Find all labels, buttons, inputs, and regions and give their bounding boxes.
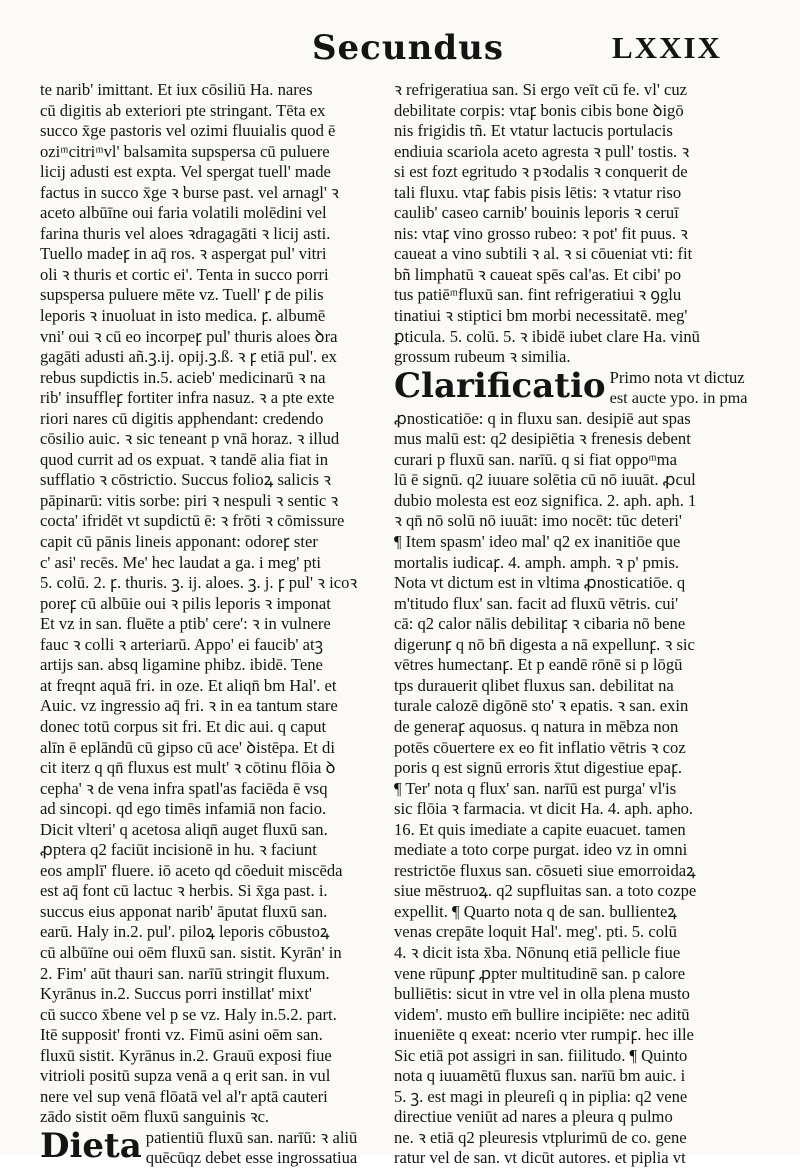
right-column-line: mediate a toto corpe purgat. ideo vz in omni xyxy=(394,840,688,860)
right-column-line: ratur vel de san. vt dicūt autores. et piplia vt xyxy=(394,1148,686,1168)
right-column-line: restrictōe fluxus san. cōsueti siue emorroidaꝝ xyxy=(394,860,696,880)
left-column-line: oli ꝛ thuris et cortic ei'. Tenta in succo porri xyxy=(40,264,329,284)
left-column-line: earū. Haly in.2. pul'. piloꝝ leporis cōbustoꝝ xyxy=(40,922,330,942)
left-column-line: Auic. vz ingressio aq̄ fri. ꝛ in ea tantum stare xyxy=(40,696,338,716)
right-column-line: directiue veniūt ad nares a pleura q pulmo xyxy=(394,1107,673,1127)
right-column-line: venas crepāte loquit Hal'. meg'. pti. 5. colū xyxy=(394,922,677,942)
right-column-line: ꝓnosticatiōe: q in fluxu san. desipiē aut spas xyxy=(394,408,691,428)
left-column-line: vitrioli positū supza venā a q erit san. in vul xyxy=(40,1066,331,1086)
left-column-line: nere vel sup venā flōatā vel al'r aptā cauteri xyxy=(40,1086,328,1106)
left-column-line: supspersa puluere mēte vz. Tuell' ꝼ de pilis xyxy=(40,285,324,305)
right-column-line: de generaꝼ aquosus. q natura in mēbza non xyxy=(394,716,679,736)
running-head: Secundus xyxy=(312,28,504,68)
left-column-line: fluxū sistit. Kyrānus in.2. Grauū exposi fiue xyxy=(40,1045,332,1065)
left-column-line: licij adusti est expta. Vel spergat tuell' made xyxy=(40,162,331,182)
left-column-line: zādo sistit oēm fluxū sanguinis ꝛc. xyxy=(40,1107,270,1127)
right-column-line: tinatiui ꝛ stiptici bm morbi necessitatē. meg' xyxy=(394,306,688,326)
right-column-line: dubio molesta est eoz significa. 2. aph. aph. 1 xyxy=(394,490,697,510)
left-column-line: Dicit vlteri' q acetosa aliqn̄ auget fluxū san. xyxy=(40,819,328,839)
right-column-line: ne. ꝛ etiā q2 pleuresis vtplurimū de co. gene xyxy=(394,1127,687,1147)
dieta-heading-line: patientiū fluxū san. narīū: ꝛ aliū xyxy=(145,1127,358,1147)
left-column-line: artijs san. absq ligamine phibz. ibidē. Tene xyxy=(40,655,323,675)
right-column-line: nis: vtaꝼ vino grosso rubeo: ꝛ pot' fit puus. ꝛ xyxy=(394,223,688,243)
right-column-line: lū ē signū. q2 iuuare solētia cū nō iuuāt. ꝓcul xyxy=(394,470,696,490)
left-column-line: gagāti adusti añ.ꝫ.ij. opij.ꝫ.ß. ꝛ ꝼ etiā pul'. ex xyxy=(40,347,337,367)
right-column-line: Nota vt dictum est in vltima ꝓnosticatiōe. q xyxy=(394,573,686,593)
right-column-line: digerunꝼ q nō bn̄ digesta a nā expellunꝼ. ꝛ sic xyxy=(394,634,695,654)
left-column-line: fauc ꝛ colli ꝛ arteriarū. Appo' ei faucib' atꝫ xyxy=(40,634,324,654)
left-column-line: rib' insuffleꝼ fortiter infra nasuz. ꝛ a pte exte xyxy=(40,388,335,408)
right-column-line: inueniēte q exeat: ncerio vter rumpiꝼ. hec ille xyxy=(394,1025,694,1045)
right-column-line: ꝑticula. 5. colū. 5. ꝛ ibidē iubet clare Ha. vinū xyxy=(394,326,700,346)
right-column-line: mus malū est: q2 desipiētia ꝛ frenesis debent xyxy=(394,429,691,449)
left-column-line: Kyrānus in.2. Succus porri instillat' mixt' xyxy=(40,984,312,1004)
right-column-line: 5. ꝫ. est magi in pleureſi q in piplia: q2 vene xyxy=(394,1086,688,1106)
left-column-line: 5. colū. 2. ꝼ. thuris. ꝫ. ij. aloes. ꝫ. j. ꝼ pul' ꝛ icoꝛ xyxy=(40,573,358,593)
left-column-line: rebus supdictis in.5. acieb' medicinarū ꝛ na xyxy=(40,367,326,387)
right-column-line: videm'. musto em̄ bullire incipiēte: nec aditū xyxy=(394,1004,690,1024)
left-text-column xyxy=(40,80,390,1168)
left-column-line: succo x̄ge pastoris vel ozimi fluuialis quod ē xyxy=(40,121,336,141)
left-column-line: ꝓptera q2 faciūt incisionē in hu. ꝛ faciunt xyxy=(40,840,317,860)
left-column-line: c' asi' recēs. Me' hec laudat a ga. i meg' pti xyxy=(40,552,322,572)
left-column-line: cōsilio auic. ꝛ sic teneant p vnā horaz. ꝛ illud xyxy=(40,429,340,449)
clarificatio-heading-block xyxy=(394,365,754,409)
right-column-line: 16. Et quis imediate a capite euacuet. tamen xyxy=(394,819,686,839)
dieta-heading-block xyxy=(40,1125,390,1169)
right-column-line: tps durauerit qlibet fluxus san. debilitat na xyxy=(394,675,674,695)
left-column-line: cū succo x̄bene vel p se vz. Haly in.5.2. part. xyxy=(40,1004,337,1024)
left-column-line: ozi ͫ citri ͫ vl' balsamita supspersa cū puluere xyxy=(40,141,330,161)
left-column-line: donec totū corpus sit fri. Et dic aui. q caput xyxy=(40,716,327,736)
right-column-line: 4. ꝛ dicit ista x̄ba. Nōnunq etiā pellicle fiue xyxy=(394,942,681,962)
right-column-line: bñ limphatū ꝛ caueat spēs cal'as. Et cibi' po xyxy=(394,264,682,284)
right-column-line: vene rūpunꝼ ꝓpter multitudinē san. p calore xyxy=(394,963,686,983)
right-column-line: debilitate corpis: vtaꝼ bonis cibis bone ꝺigō xyxy=(394,100,684,120)
right-column-line: caueat a vino subtili ꝛ al. ꝛ si cōueniat vti: fit xyxy=(394,244,693,264)
left-column-line: farina thuris vel aloes ꝛdragagāti ꝛ licij asti. xyxy=(40,223,331,243)
left-column-line: cepha' ꝛ de vena infra spatl'as faciēda ē vsq xyxy=(40,778,328,798)
left-column-line: pāpinarū: vitis sorbe: piri ꝛ nespuli ꝛ sentic ꝛ xyxy=(40,490,339,510)
left-column-line: factus in succo x̄ge ꝛ burse past. vel arnagl' ꝛ xyxy=(40,182,339,202)
right-column-line: tus patiē ͫ fluxū san. fint refrigeratiui ꝛ ꝯglu xyxy=(394,285,682,305)
right-column-line: vētres humectanꝼ. Et p eandē rōnē si p lōgū xyxy=(394,655,683,675)
left-column-line: at freqnt aquā fri. in oze. Et aliqn̄ bm Hal'. et xyxy=(40,675,337,695)
right-column-line: potēs cōuertere ex eo fit inflatio vētris ꝛ coz xyxy=(394,737,686,757)
clarificatio-heading-word: Clarificatio xyxy=(394,365,606,406)
left-column-line: capit cū pānis lineis apponant: odoreꝼ ster xyxy=(40,532,318,552)
left-column-line: Itē supposit' fronti vz. Fimū asini oēm san. xyxy=(40,1025,323,1045)
left-column-line: vni' oui ꝛ cū eo incorpeꝼ pul' thuris aloes ꝺra xyxy=(40,326,338,346)
right-column-line: sic flōia ꝛ farmacia. vt dicit Ha. 4. aph. apho. xyxy=(394,799,694,819)
left-column-line: eos amplī' fluere. iō aceto qd cōeduit miscēda xyxy=(40,860,343,880)
right-column-line: grossum rubeum ꝛ similia. xyxy=(394,347,571,367)
left-column-line: quod currit ad os expuat. ꝛ tandē alia fiat in xyxy=(40,449,329,469)
left-column-line: cū albūīne oui oēm fluxū san. sistit. Kyrān' in xyxy=(40,942,342,962)
right-column-line: caulib' caseo carnib' bouinis leporis ꝛ ceruī xyxy=(394,203,679,223)
folio-number: LXXIX xyxy=(612,30,722,65)
right-column-line: turale calozē digōnē sto' ꝛ epatis. ꝛ san. exin xyxy=(394,696,689,716)
right-column-line: expellit. ¶ Quarto nota q de san. bullienteꝝ xyxy=(394,901,677,921)
left-column-line: te narib' imittant. Et iux cōsiliū Ha. nares xyxy=(40,80,313,99)
left-column-line: cū digitis ab exteriori pte stringant. Tēta ex xyxy=(40,100,326,120)
right-column-line: ꝛ refrigeratiua san. Si ergo veīt cū fe. vl' cuz xyxy=(394,80,687,99)
right-column-line: tali fluxu. vtaꝼ fabis pisis lētis: ꝛ vtatur riso xyxy=(394,182,682,202)
clarificatio-heading-line: Primo nota vt dictuz xyxy=(609,367,745,387)
left-column-line: riori nares cū digitis apphendant: credendo xyxy=(40,408,324,428)
right-text-column xyxy=(394,80,754,1168)
dieta-heading-line: quēcūqz debet esse ingrossatiua xyxy=(145,1148,358,1168)
right-column-line: cā: q2 calor nālis debilitaꝼ ꝛ cibaria nō bene xyxy=(394,614,686,634)
right-column-line: mortalis iudicaꝼ. 4. amph. amph. ꝛ p' pmis. xyxy=(394,552,680,572)
left-column-line: cit iterz q qn̄ fluxus est mult' ꝛ cōtinu flōia ꝺ xyxy=(40,758,336,778)
right-column-line: nis frigidis tñ. Et vtatur lactucis portulacis xyxy=(394,121,673,141)
right-column-line: poris q est signū erroris x̄tut digestiue epaꝼ. xyxy=(394,758,683,778)
right-column-line: si est fozt egritudo ꝛ pꝛodalis ꝛ conquerit de xyxy=(394,162,688,182)
right-column-line: nota q iuuamētū fluxus san. narīū bm auic. i xyxy=(394,1066,686,1086)
right-column-line: ¶ Item spasm' ideo mal' q2 ex inanitiōe que xyxy=(394,532,681,552)
left-column-line: succus eius apponat narib' āputat fluxū san. xyxy=(40,901,328,921)
clarificatio-heading-line: est aucte ypo. in pma xyxy=(609,388,748,408)
left-column-line: Tuello madeꝼ in aq̄ ros. ꝛ aspergat pul' vitri xyxy=(40,244,327,264)
right-column-line: siue mēstruoꝝ. q2 supfluitas san. a toto cozpe xyxy=(394,881,697,901)
right-column-line: Sic etiā pot assigri in san. fiilitudo. ¶ Quinto xyxy=(394,1045,688,1065)
dieta-heading-word: Dieta xyxy=(40,1125,142,1166)
left-column-line: poreꝼ cū albūie oui ꝛ pilis leporis ꝛ imponat xyxy=(40,593,331,613)
right-column-line: bulliētis: sicut in vtre vel in olla plena musto xyxy=(394,984,690,1004)
left-column-line: 2. Fim' aūt thauri san. narīū stringit fluxum. xyxy=(40,963,330,983)
left-column-line: est aq̄ font cū lactuc ꝛ herbis. Si x̄ga past. i. xyxy=(40,881,328,901)
left-column-line: Et vz in san. fluēte a ptib' cere': ꝛ in vulnere xyxy=(40,614,331,634)
right-column-line: ¶ Ter' nota q flux' san. narīū est purga' vl'is xyxy=(394,778,677,798)
left-column-line: sufflatio ꝛ cōstrictio. Succus folioꝝ salicis ꝛ xyxy=(40,470,331,490)
left-column-line: aceto albūīne oui faria volatili molēdini vel xyxy=(40,203,327,223)
right-column-line: m'titudo flux' san. facit ad fluxū vētris. cui' xyxy=(394,593,679,613)
left-column-line: alīn ē eplāndū cū gipso cū ace' ꝺistēpa. Et di xyxy=(40,737,335,757)
left-column-line: leporis ꝛ inuoluat in isto medica. ꝼ. albumē xyxy=(40,306,326,326)
right-column-line: curari p fluxū san. narīū. q si fiat oppo ͫ ma xyxy=(394,449,677,469)
right-column-line: endiuia scariola aceto agresta ꝛ pull' tostis. ꝛ xyxy=(394,141,690,161)
left-column-line: cocta' ifridēt vt supdictū ē: ꝛ frōti ꝛ cōmissure xyxy=(40,511,345,531)
right-column-line: ꝛ qn̄ nō solū nō iuuāt: imo nocēt: tūc deteri' xyxy=(394,511,682,531)
left-column-line: ad sincopi. qd ego timēs infamiā non facio. xyxy=(40,799,327,819)
